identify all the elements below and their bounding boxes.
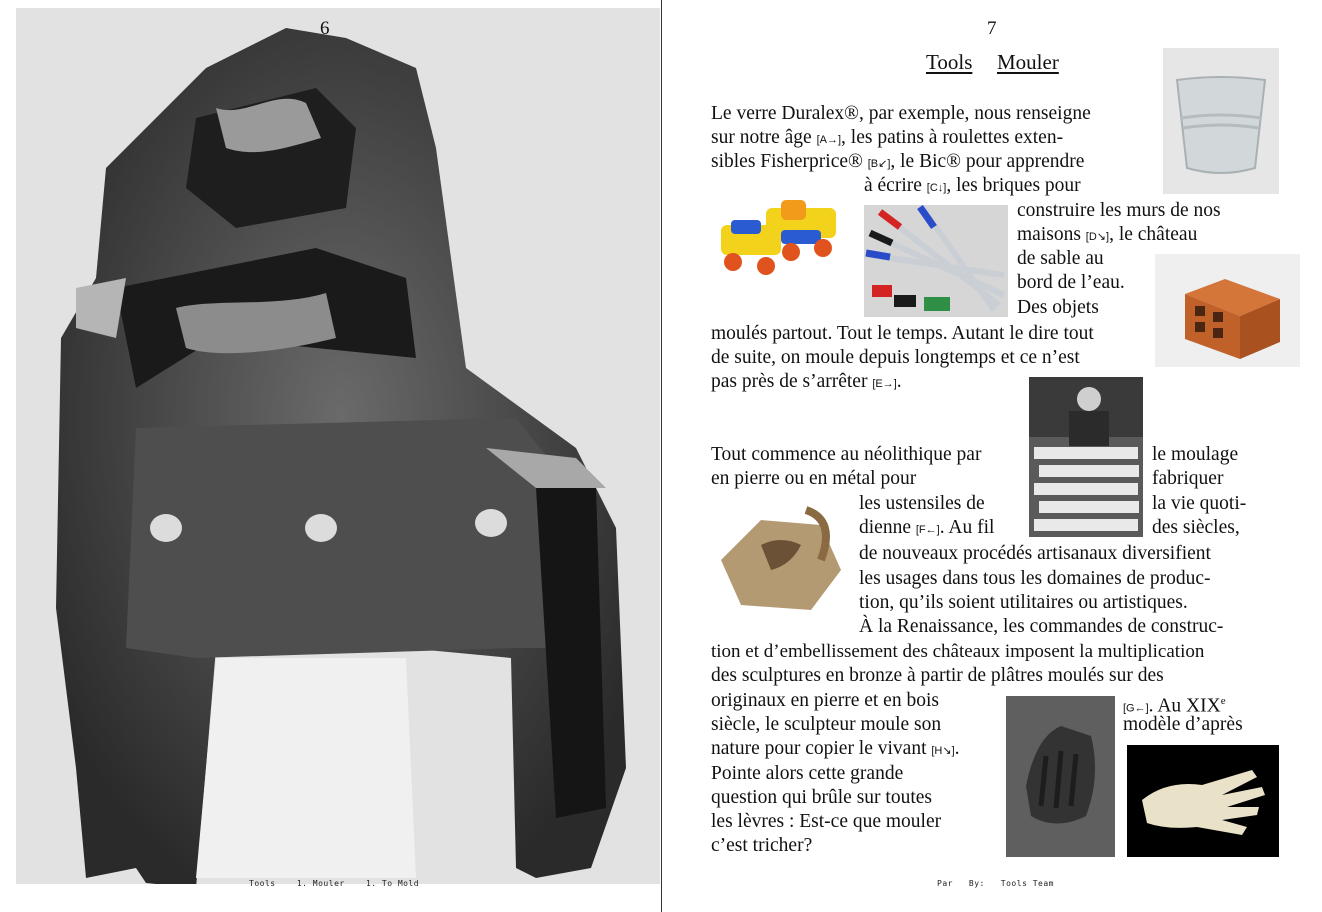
p2-line-3b: la vie quoti-: [1152, 493, 1247, 514]
p2-line-2b: fabriquer: [1152, 468, 1224, 489]
spread-divider: [661, 0, 662, 912]
p1-line-11: de suite, on moule depuis longtemps et ce n’est: [711, 347, 1080, 368]
p2-line-10: des sculptures en bronze à partir de plâtres moulés sur des: [711, 665, 1164, 686]
p1-line-2: sur notre âge [A→], les patins à roulettes exten-: [711, 127, 1064, 148]
stone-mold-image: [711, 500, 850, 622]
p1-line-6: maisons [D↘], le château: [1017, 224, 1198, 245]
bic-pens-image: [864, 205, 1008, 317]
p2-line-9: tion et d’embellissement des châteaux imposent la multiplication: [711, 641, 1205, 662]
nav-mouler-link[interactable]: Mouler: [997, 50, 1059, 74]
brick-image: [1155, 254, 1300, 367]
ref-e: [E→]: [872, 378, 897, 390]
p2-line-12a: siècle, le sculpteur moule son: [711, 714, 942, 735]
p2-line-2a: en pierre ou en métal pour: [711, 468, 917, 489]
ref-a: [A→]: [816, 134, 842, 146]
p2-line-7: tion, qu’ils soient utilitaires ou artistiques.: [859, 592, 1188, 613]
p2-line-15: question qui brûle sur toutes: [711, 787, 932, 808]
p2-line-6: les usages dans tous les domaines de produc-: [859, 568, 1211, 589]
ref-c: [C↓]: [926, 182, 947, 194]
ref-f: [F←]: [915, 524, 940, 536]
right-footer: Par By: Tools Team: [937, 879, 1054, 888]
p1-line-5: construire les murs de nos: [1017, 200, 1221, 221]
p2-line-16: les lèvres : Est-ce que mouler: [711, 811, 942, 832]
fisherprice-skates-image: [711, 180, 854, 292]
p1-line-7: de sable au: [1017, 248, 1104, 269]
duralex-glass-image: [1163, 48, 1279, 194]
p1-line-4: à écrire [C↓], les briques pour: [864, 175, 1081, 196]
p2-line-14: Pointe alors cette grande: [711, 763, 904, 784]
p2-line-3a: les ustensiles de: [859, 493, 985, 514]
ref-h: [H↘]: [931, 745, 955, 757]
nav-tools-link[interactable]: Tools: [926, 50, 973, 74]
p2-line-12b: modèle d’après: [1123, 714, 1243, 735]
right-page-number: 7: [987, 18, 997, 39]
left-page-number: 6: [320, 18, 330, 39]
p2-line-11a: originaux en pierre et en bois: [711, 690, 939, 711]
p2-line-8: À la Renaissance, les commandes de construc-: [859, 616, 1224, 637]
neolithic-eggs-image: [1029, 377, 1143, 537]
plaster-hand-image: [1127, 745, 1279, 857]
p2-line-1b: le moulage: [1152, 444, 1239, 465]
ref-g: [G←]: [1123, 702, 1149, 715]
ref-b: [B↙]: [867, 158, 891, 170]
ref-d: [D↘]: [1085, 231, 1110, 243]
mold-photo: [16, 8, 660, 884]
p1-line-1: Le verre Duralex®, par exemple, nous renseigne: [711, 103, 1091, 124]
p2-line-4b: des siècles,: [1152, 517, 1240, 538]
p1-line-3: sibles Fisherprice® [B↙], le Bic® pour apprendre: [711, 151, 1085, 172]
p1-line-10: moulés partout. Tout le temps. Autant le dire tout: [711, 323, 1094, 344]
p2-line-11b: [G←]. Au XIXe: [1123, 695, 1226, 717]
p1-line-12: pas près de s’arrêter [E→].: [711, 371, 902, 392]
p2-line-17: c’est tricher?: [711, 835, 813, 856]
p2-line-1a: Tout commence au néolithique par: [711, 444, 982, 465]
p2-line-5: de nouveaux procédés artisanaux diversifient: [859, 543, 1211, 564]
bronze-hand-image: [1006, 696, 1115, 857]
left-footer: Tools 1. Mouler 1. To Mold: [249, 879, 420, 888]
mold-photo-icon: [16, 8, 660, 884]
p2-line-4a: dienne [F←]. Au fil: [859, 517, 995, 538]
p2-line-13: nature pour copier le vivant [H↘].: [711, 738, 960, 759]
p1-line-9: Des objets: [1017, 297, 1099, 318]
p1-line-8: bord de l’eau.: [1017, 272, 1125, 293]
